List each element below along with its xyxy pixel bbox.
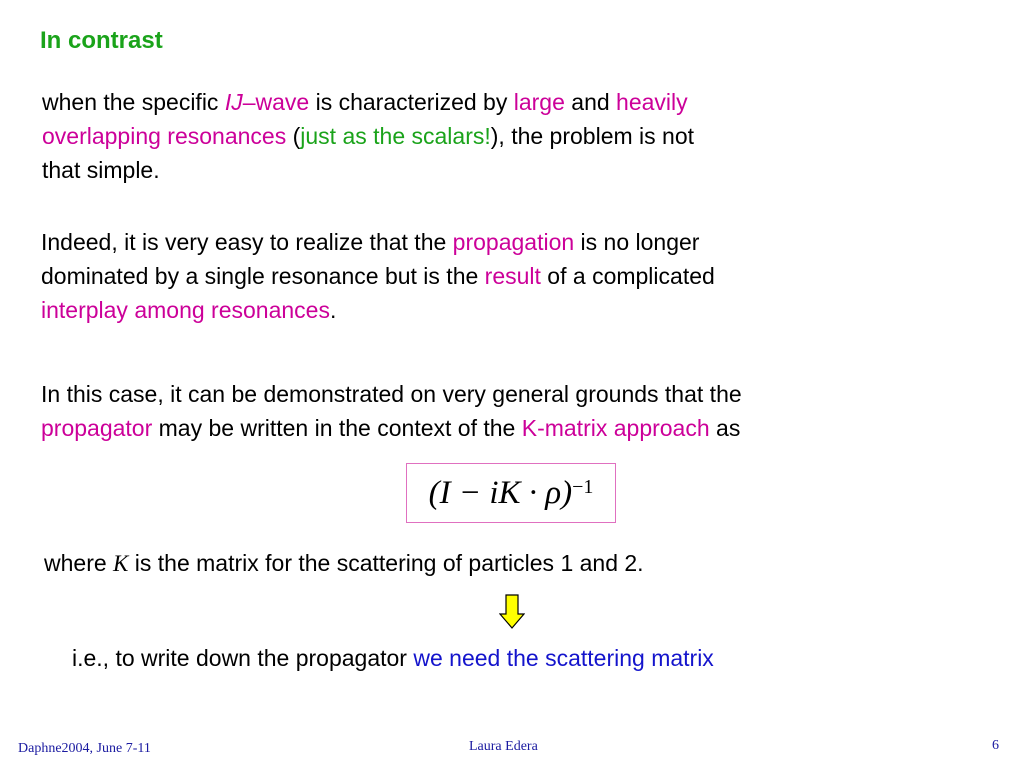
text: as <box>709 415 741 441</box>
paragraph-intro <box>42 85 694 187</box>
slide-title: In contrast <box>40 27 163 54</box>
text: ( <box>286 123 301 149</box>
wave-label: –wave <box>242 89 310 115</box>
highlight-propagation: propagation <box>452 229 575 255</box>
text: ), the problem is not <box>490 123 695 149</box>
text: and <box>564 89 617 115</box>
text: Indeed, it is very easy to realize that the <box>41 229 453 255</box>
down-arrow-icon <box>499 594 525 630</box>
highlight-propagator: propagator <box>41 415 153 441</box>
highlight-kmatrix: K-matrix approach <box>521 415 710 441</box>
highlight-heavily: heavily <box>616 89 688 115</box>
text: may be written in the context of the <box>152 415 522 441</box>
paragraph-where <box>44 546 644 581</box>
text: i.e., to write down the propagator <box>72 645 414 671</box>
text: is no longer <box>574 229 700 255</box>
highlight-overlapping: overlapping resonances <box>42 123 287 149</box>
text: when the specific <box>42 89 225 115</box>
highlight-large: large <box>513 89 565 115</box>
text: is the matrix for the scattering of particles 1 and 2. <box>128 550 644 576</box>
footer-event: Daphne2004, June 7-11 <box>18 741 151 756</box>
highlight-scattering-matrix: we need the scattering matrix <box>413 645 714 671</box>
text: In this case, it can be demonstrated on very general grounds that the <box>41 381 742 407</box>
text: where <box>44 550 114 576</box>
highlight-result: result <box>484 263 541 289</box>
text: that simple. <box>42 157 160 183</box>
text: is characterized by <box>309 89 514 115</box>
footer-author: Laura Edera <box>469 739 538 754</box>
text: . <box>329 297 337 323</box>
highlight-scalars: just as the scalars! <box>300 123 491 149</box>
formula-exponent: −1 <box>572 475 594 498</box>
propagator-formula <box>406 463 616 523</box>
paragraph-conclusion <box>72 641 714 675</box>
formula-main: (I − iK · ρ) <box>428 474 573 511</box>
highlight-interplay: interplay among resonances <box>41 297 330 323</box>
ij-label: IJ <box>224 89 243 115</box>
text: of a complicated <box>540 263 715 289</box>
text: dominated by a single resonance but is the <box>41 263 485 289</box>
paragraph-kmatrix <box>41 377 742 445</box>
paragraph-propagation <box>41 225 715 327</box>
k-symbol: K <box>113 551 129 576</box>
page-number: 6 <box>992 738 999 753</box>
